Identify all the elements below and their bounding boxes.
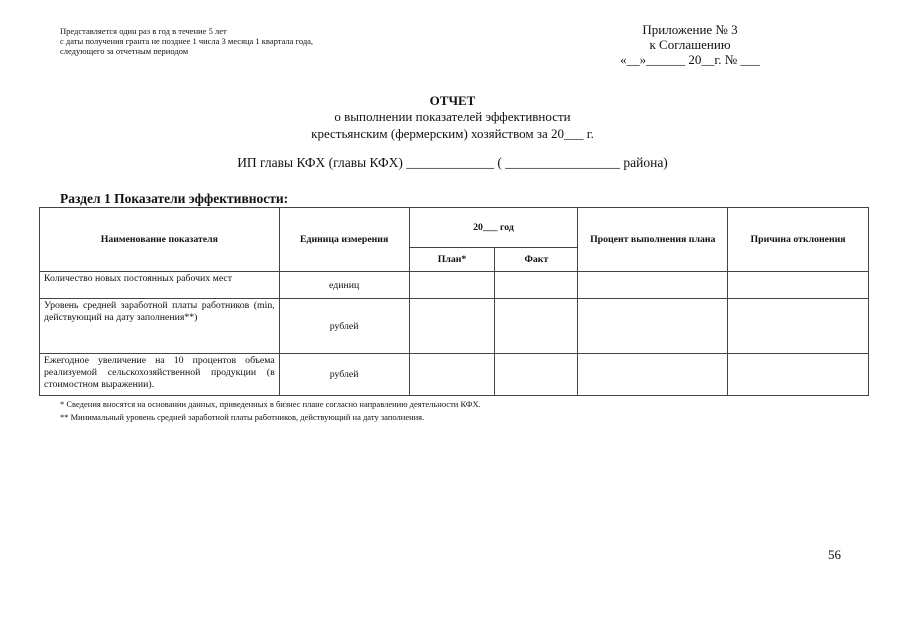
indicator-unit: рублей — [279, 354, 409, 396]
footnote-salary: ** Минимальный уровень средней заработной платы работников, действующий на дату заполнения. — [60, 412, 425, 422]
table-row — [40, 272, 869, 299]
percent-cell — [578, 354, 728, 396]
submission-note-line: следующего за отчетным периодом — [60, 46, 189, 56]
table-row — [40, 354, 869, 396]
footnotes — [60, 398, 481, 424]
fact-cell — [495, 272, 578, 299]
reason-cell — [728, 354, 869, 396]
header-plan: План* — [409, 248, 495, 272]
report-subtitle-period: крестьянским (фермерским) хозяйством за 20___ г. — [311, 126, 594, 141]
percent-cell — [578, 299, 728, 354]
appendix-number: Приложение № 3 — [642, 22, 738, 37]
footnote-plan: * Сведения вносятся на основании данных, приведенных в бизнес плане согласно направлению деятельности КФХ. — [60, 399, 481, 409]
header-year: 20___ год — [409, 208, 578, 248]
fact-cell — [495, 299, 578, 354]
submission-note — [60, 26, 390, 56]
submission-note-line: Представляется один раз в год в течение 5 лет — [60, 26, 227, 36]
header-fact: Факт — [495, 248, 578, 272]
indicator-name: Ежегодное увеличение на 10 процентов объема реализуемой сельскохозяйственной продукции (в стоимостном выражении). — [40, 354, 280, 396]
page-number: 56 — [828, 547, 841, 562]
indicator-name: Уровень средней заработной платы работников (min, действующий на дату заполнения**) — [40, 299, 280, 354]
reason-cell — [728, 272, 869, 299]
indicators-table — [39, 207, 869, 396]
indicator-name: Количество новых постоянных рабочих мест — [40, 272, 280, 299]
header-indicator-name: Наименование показателя — [40, 208, 280, 272]
indicator-unit: рублей — [279, 299, 409, 354]
reason-cell — [728, 299, 869, 354]
indicator-unit: единиц — [279, 272, 409, 299]
plan-cell — [409, 299, 495, 354]
appendix-block — [600, 22, 780, 67]
appendix-agreement: к Соглашению — [649, 37, 731, 52]
farm-head-line: ИП главы КФХ (главы КФХ) _____________ ( _________________ района) — [237, 155, 668, 170]
report-title: ОТЧЕТ — [429, 93, 476, 108]
appendix-date-number: «__»______ 20__г. № ___ — [620, 52, 760, 67]
header-unit: Единица измерения — [279, 208, 409, 272]
plan-cell — [409, 354, 495, 396]
report-subtitle: о выполнении показателей эффективности — [334, 109, 571, 124]
header-percent: Процент выполнения плана — [578, 208, 728, 272]
percent-cell — [578, 272, 728, 299]
header-reason: Причина отклонения — [728, 208, 869, 272]
submission-note-line: с даты получения гранта не позднее 1 числа 3 месяца 1 квартала года, — [60, 36, 314, 46]
fact-cell — [495, 354, 578, 396]
plan-cell — [409, 272, 495, 299]
section-title: Раздел 1 Показатели эффективности: — [60, 191, 289, 206]
table-row — [40, 299, 869, 354]
